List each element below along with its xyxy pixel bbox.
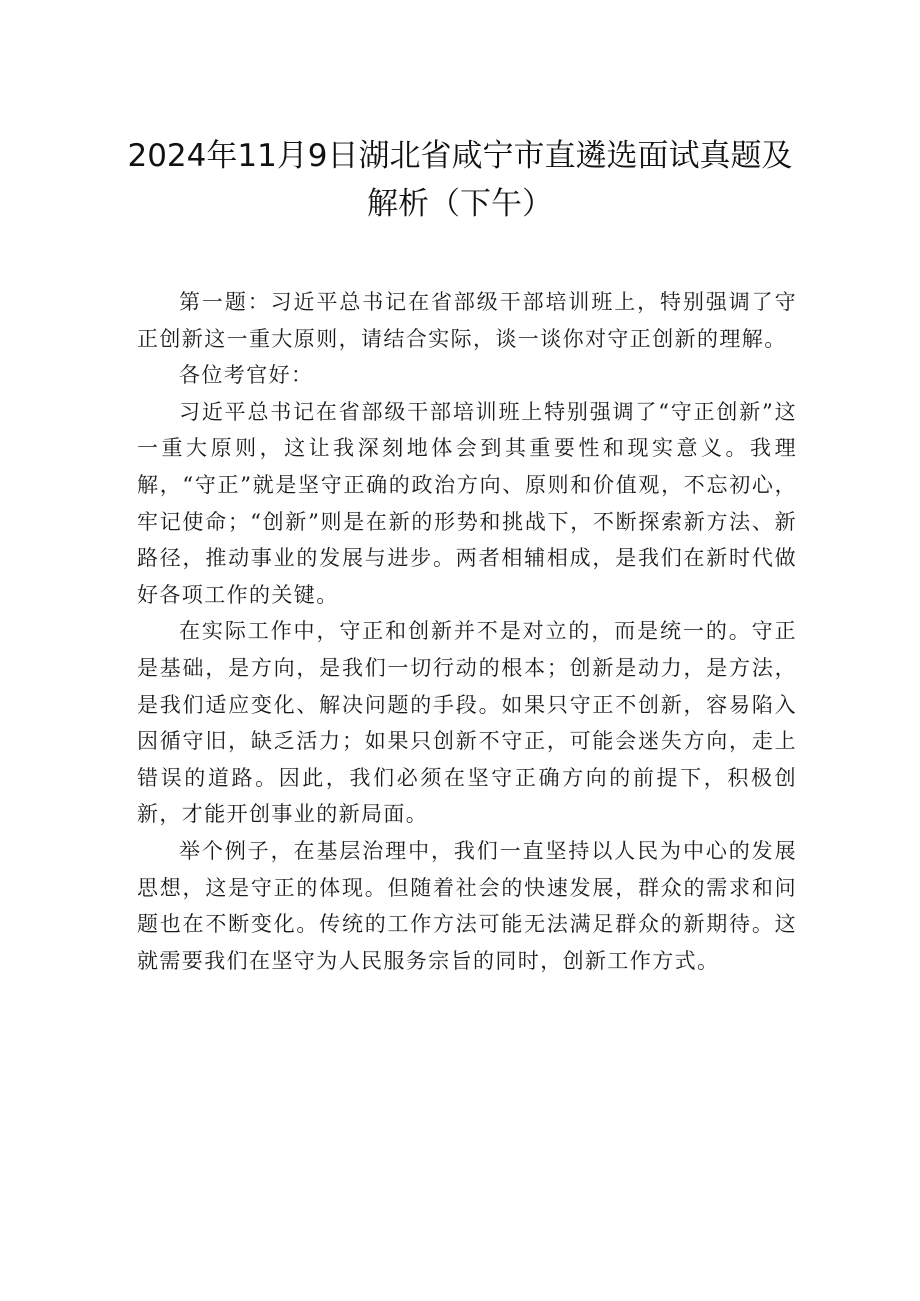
body-paragraph: 举个例子，在基层治理中，我们一直坚持以人民为中心的发展思想，这是守正的体现。但随着社会的快速发展，群众的需求和问题也在不断变化。传统的工作方法可能无法满足群众的新期待。这就需要我们在坚守为人民服务宗旨的同时，创新工作方式。 (137, 838, 797, 973)
document-title-line-2: 解析（下午） (367, 186, 553, 222)
document-body (137, 284, 797, 979)
body-paragraph: 习近平总书记在省部级干部培训班上特别强调了“守正创新”这一重大原则，这让我深刻地体会到其重要性和现实意义。我理解，“守正”就是坚守正确的政治方向、原则和价值观，不忘初心，牢记使命；“创新”则是在新的形势和挑战下，不断探索新方法、新路径，推动事业的发展与进步。两者相辅相成，是我们在新时代做好各项工作的关键。 (137, 399, 797, 607)
greeting-paragraph: 各位考官好： (179, 363, 314, 388)
question-paragraph: 第一题：习近平总书记在省部级干部培训班上，特别强调了守正创新这一重大原则，请结合实际，谈一谈你对守正创新的理解。 (137, 290, 797, 351)
document-title-line-1: 2024年11月9日湖北省咸宁市直遴选面试真题及 (127, 138, 793, 174)
body-paragraph: 在实际工作中，守正和创新并不是对立的，而是统一的。守正是基础，是方向，是我们一切行动的根本；创新是动力，是方法，是我们适应变化、解决问题的手段。如果只守正不创新，容易陷入因循守旧，缺乏活力；如果只创新不守正，可能会迷失方向，走上错误的道路。因此，我们必须在坚守正确方向的前提下，积极创新，才能开创事业的新局面。 (137, 619, 797, 827)
